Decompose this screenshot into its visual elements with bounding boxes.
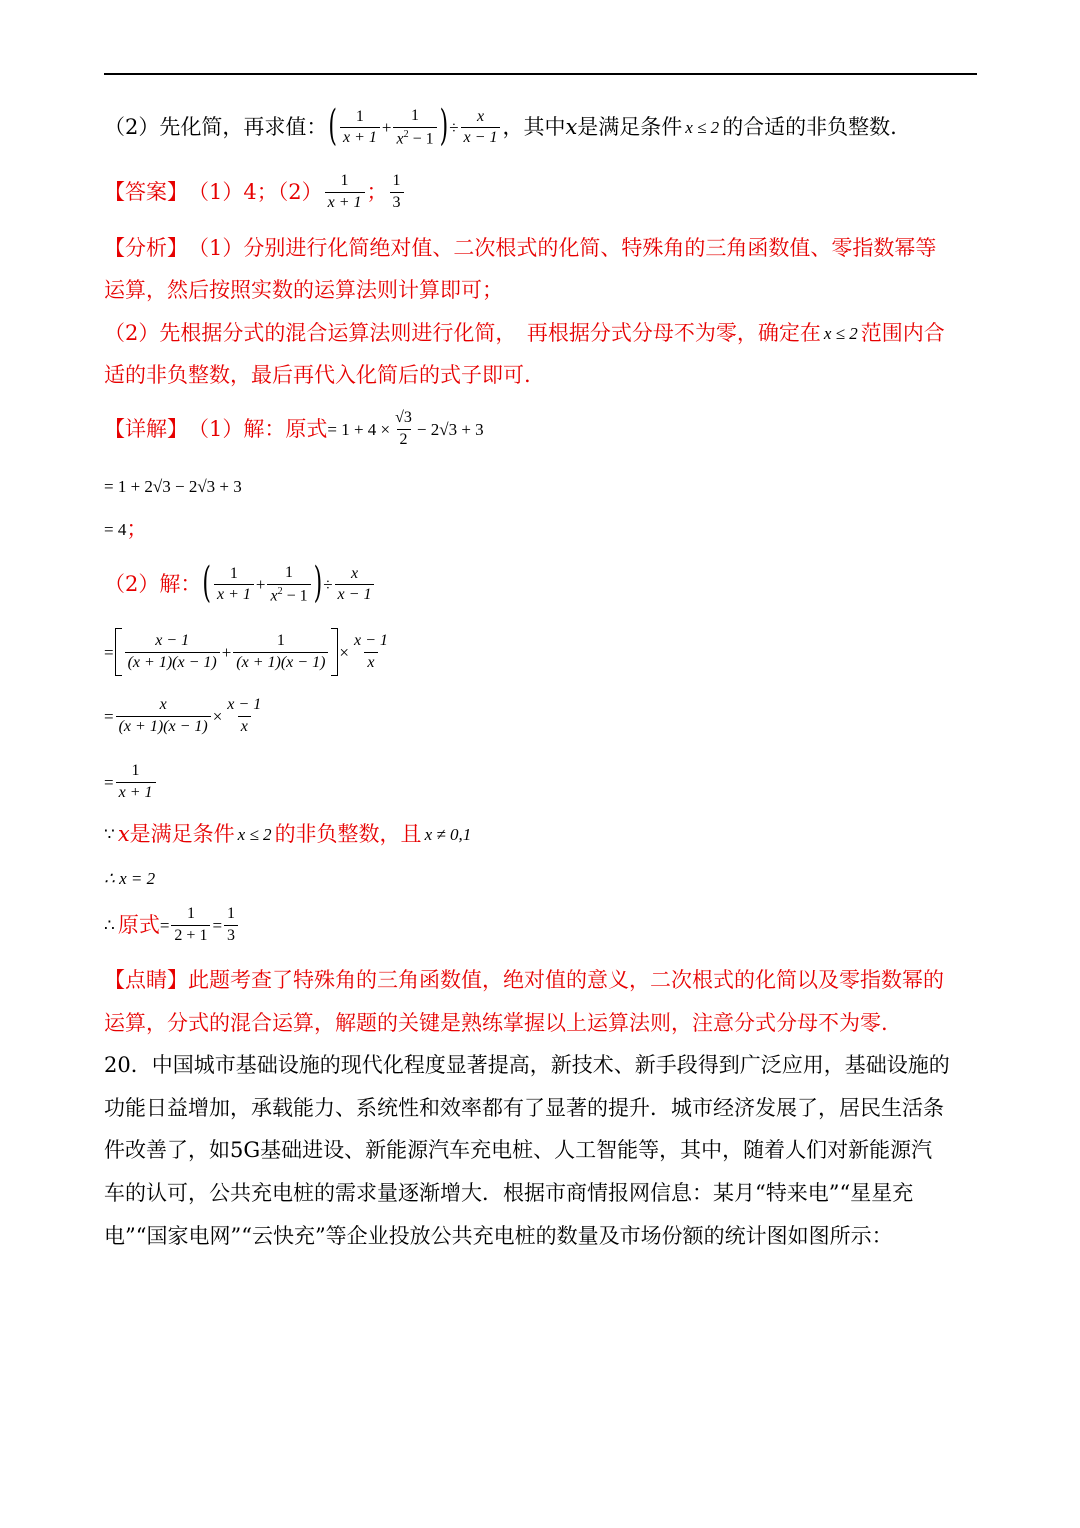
close-paren: ) (313, 560, 323, 608)
den-base: x (396, 130, 404, 148)
var-x: x (117, 822, 130, 846)
step2-fraction-2 (224, 697, 264, 736)
sqrt3-over-2 (392, 410, 415, 449)
denominator: 3 (390, 192, 404, 212)
close-bracket (331, 628, 338, 676)
numerator: 1 (131, 762, 140, 779)
comment-text-2: 运算，分式的混合运算，解题的关键是熟练掌握以上运算法则，注意分式分母不为零. (104, 1011, 888, 1035)
analysis-line-1 (104, 238, 936, 259)
numerator: 1 (411, 107, 420, 124)
numerator: 1 (340, 172, 349, 189)
final-fraction-1 (171, 906, 210, 945)
denominator: (x + 1)(x − 1) (116, 716, 211, 736)
q20-line-4 (104, 1183, 913, 1204)
answer-fraction-1 (325, 173, 365, 212)
denominator: x − 1 (335, 584, 375, 604)
fraction-1 (214, 566, 254, 605)
because-text-2: 的非负整数，且 (274, 822, 422, 846)
expr-3-sep: ； (126, 517, 148, 541)
therefore-text: 原式 (117, 912, 160, 937)
detail-line-8 (104, 824, 471, 845)
comment-text-1: 此题考查了特殊角的三角函数值，绝对值的意义，二次根式的化简以及零指数幂的 (188, 968, 944, 992)
header-rule (104, 73, 977, 75)
q2-text-a: ，其中 (502, 115, 566, 140)
analysis-text-3b: 范围内合 (860, 321, 945, 345)
fraction-2 (393, 108, 436, 148)
analysis-line-3 (104, 323, 945, 344)
close-paren: ) (439, 103, 449, 151)
plus-sign: + (381, 118, 392, 138)
denominator: 3 (224, 925, 238, 945)
detail-line-3 (104, 519, 147, 540)
times-sign: × (339, 642, 349, 662)
equals-sign: = (104, 706, 114, 726)
denominator: x (364, 652, 377, 672)
den-rest: − 1 (408, 130, 434, 148)
detail-line-9 (104, 870, 155, 887)
analysis-line-4 (104, 365, 531, 386)
numerator: 1 (355, 107, 364, 125)
exponent: 2 (403, 128, 409, 140)
numerator: 1 (186, 905, 195, 922)
detail-line-7 (104, 763, 158, 802)
fraction-2 (267, 565, 310, 605)
expr-1b: − 2√3 + 3 (416, 419, 484, 439)
step3-fraction (116, 763, 156, 802)
divide-sign: ÷ (449, 118, 459, 138)
open-bracket (115, 628, 122, 676)
step1-fraction-2 (233, 633, 328, 672)
open-paren: ( (328, 103, 337, 151)
q20-text-4: 车的认可，公共充电桩的需求量逐渐增大．根据市商情报网信息：某月“特来电”“星星充 (104, 1181, 914, 1205)
detail-line-5 (104, 628, 393, 676)
q20-text-1: 20．中国城市基础设施的现代化程度显著提高，新技术、新手段得到广泛应用，基础设施的 (104, 1053, 950, 1077)
denominator: 2 + 1 (171, 925, 210, 945)
plus-sign: + (255, 575, 266, 595)
q20-line-3 (104, 1140, 932, 1161)
answer-separator: ； (366, 179, 388, 204)
equals-sign: = (104, 772, 114, 792)
final-fraction-2 (224, 906, 238, 945)
numerator: x − 1 (354, 631, 388, 649)
answer-text: （1）4；（2） (188, 179, 323, 204)
denominator (267, 584, 310, 605)
equals-sign: = (159, 915, 170, 935)
numerator: x − 1 (155, 631, 190, 649)
analysis-text-1: （1）分别进行化简绝对值、二次根式的化简、特殊角的三角函数值、零指数幂等 (188, 236, 937, 260)
answer-tag: 【答案】 (104, 179, 188, 204)
open-paren: ( (202, 560, 211, 608)
denominator: (x + 1)(x − 1) (125, 652, 220, 672)
expr-3: = 4 (104, 520, 127, 539)
detail-line-2 (104, 478, 242, 495)
q20-line-2 (104, 1098, 944, 1119)
detail-line-6 (104, 697, 266, 736)
step1-fraction-3 (351, 633, 391, 672)
denominator: x + 1 (340, 127, 380, 147)
numerator: x (159, 696, 167, 713)
den-rest: − 1 (282, 587, 308, 605)
denominator: x + 1 (325, 192, 365, 212)
answer-fraction-2 (390, 173, 404, 212)
because-neq: x ≠ 0,1 (424, 825, 472, 844)
q2-text-b: 是满足条件 (577, 115, 683, 140)
divide-sign: ÷ (323, 575, 333, 595)
denominator: x − 1 (461, 127, 501, 147)
answer-line (104, 173, 406, 212)
denominator: x + 1 (116, 782, 156, 802)
denominator: x (238, 716, 251, 736)
analysis-text-2: 运算，然后按照实数的运算法则计算即可； (104, 278, 503, 302)
comment-line-2 (104, 1013, 888, 1034)
times-sign: × (212, 706, 223, 726)
q20-text-3: 件改善了，如5G基础进设、新能源汽车充电桩、人工智能等，其中，随着人们对新能源汽 (104, 1138, 933, 1162)
q20-line-5 (104, 1226, 893, 1247)
fraction-1 (340, 109, 380, 148)
expr-2: = 1 + 2√3 − 2√3 + 3 (104, 477, 242, 496)
analysis-text-3a: （2）先根据分式的混合运算法则进行化简， 再根据分式分母不为零，确定在 (104, 321, 821, 345)
denominator (393, 127, 436, 148)
q2-line (104, 103, 897, 151)
expr-1a: = 1 + 4 × (327, 419, 391, 439)
denominator: 2 (397, 429, 411, 449)
because-condition: x ≤ 2 (237, 825, 272, 844)
therefore-x-equals-2: ∴ x = 2 (104, 869, 156, 888)
q2-condition: x ≤ 2 (685, 118, 720, 138)
detail-part2-label: （2）解： (104, 572, 202, 597)
analysis-tag: 【分析】 (104, 236, 188, 260)
equals-sign: = (212, 915, 223, 935)
analysis-text-4: 适的非负整数，最后再代入化简后的式子即可. (104, 363, 531, 387)
step2-fraction-1 (116, 697, 211, 736)
numerator: x (350, 564, 359, 582)
q20-line-1 (104, 1055, 950, 1076)
numerator: 1 (227, 905, 236, 922)
detail-line-4 (104, 560, 376, 608)
comment-line-1 (104, 970, 944, 991)
because-text: 是满足条件 (129, 822, 235, 846)
numerator: 1 (276, 631, 285, 649)
detail-tag: 【详解】 (104, 416, 188, 441)
den-base: x (270, 587, 278, 605)
denominator: x + 1 (214, 584, 254, 604)
exponent: 2 (277, 585, 283, 597)
numerator: √3 (395, 409, 412, 426)
detail-line-10 (104, 906, 240, 945)
q2-text-c: 的合适的非负整数. (722, 115, 897, 140)
denominator: (x + 1)(x − 1) (233, 652, 328, 672)
numerator: x − 1 (227, 696, 262, 713)
numerator: 1 (285, 564, 294, 581)
detail-part1-label: （1）解：原式 (188, 416, 328, 441)
comment-tag: 【点睛】 (104, 968, 188, 992)
numerator: x (476, 107, 485, 125)
fraction-3 (335, 566, 375, 605)
q2-label: （2）先化简，再求值： (104, 115, 328, 140)
numerator: 1 (229, 564, 238, 582)
therefore-symbol: ∴ (104, 915, 115, 935)
because-symbol: ∵ (104, 825, 115, 844)
var-x: x (565, 115, 578, 140)
q20-text-5: 电”“国家电网”“云快充”等企业投放公共充电桩的数量及市场份额的统计图如图所示： (104, 1224, 893, 1248)
equals-sign: = (104, 642, 114, 662)
fraction-3 (461, 109, 501, 148)
numerator: 1 (392, 172, 401, 189)
q20-text-2: 功能日益增加，承载能力、系统性和效率都有了显著的提升．城市经济发展了，居民生活条 (104, 1096, 944, 1120)
step1-fraction-1 (125, 633, 220, 672)
detail-line-1 (104, 410, 484, 449)
analysis-condition: x ≤ 2 (823, 324, 858, 343)
plus-sign: + (221, 642, 232, 662)
analysis-line-2 (104, 280, 503, 301)
